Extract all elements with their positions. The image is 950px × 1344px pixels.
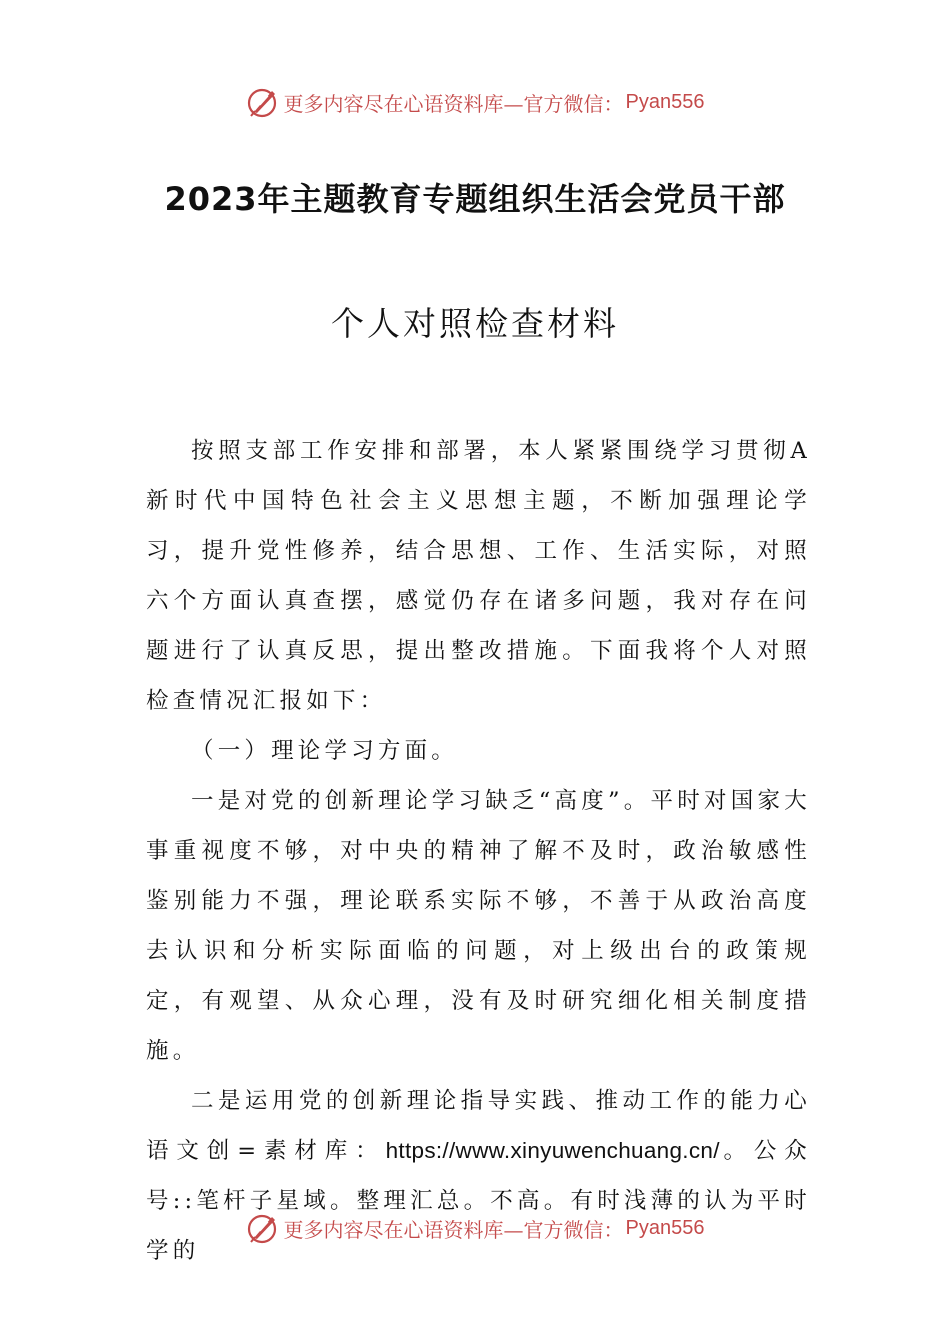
paragraph-point-two-start: 二是运用党的创新理论指导实践、推动工作的能力心语文创=素材库： <box>146 1088 811 1164</box>
watermark-banner-bottom <box>0 1208 950 1248</box>
watermark-banner-top <box>0 82 950 122</box>
watermark-text: 更多内容尽在心语资料库—官方微信： <box>283 91 624 116</box>
feather-pen-logo-icon <box>246 1211 280 1245</box>
source-url-link[interactable]: https://www.xinyuwenchuang.cn/ <box>385 1138 720 1163</box>
document-title-line2: 个人对照检查材料 <box>331 304 619 343</box>
document-title-line1: 2023年主题教育专题组织生活会党员干部 <box>164 180 786 218</box>
watermark-text: 更多内容尽在心语资料库—官方微信： <box>283 1217 624 1242</box>
document-body <box>146 426 811 1276</box>
paragraph-point-one: 一是对党的创新理论学习缺乏“高度”。平时对国家大事重视度不够，对中央的精神了解不及时，政治敏感性鉴别能力不强，理论联系实际不够，不善于从政治高度去认识和分析实际面临的问题，对上级出台的政策规定，有观望、从众心理，没有及时研究细化相关制度措施。 <box>146 788 811 1064</box>
paragraph-point-two-end: 。公众号::笔杆子星域。整理汇总。不高。有时浅薄的认为平时学的 <box>146 1138 811 1264</box>
feather-pen-logo-icon <box>246 85 280 119</box>
paragraph-section-heading: （一）理论学习方面。 <box>191 738 459 764</box>
watermark-wechat-id: Pyan556 <box>625 90 705 113</box>
paragraph-intro: 按照支部工作安排和部署，本人紧紧围绕学习贯彻A新时代中国特色社会主义思想主题，不断加强理论学习，提升党性修养，结合思想、工作、生活实际，对照六个方面认真查摆，感觉仍存在诸多问题，我对存在问题进行了认真反思，提出整改措施。下面我将个人对照检查情况汇报如下： <box>146 438 811 714</box>
watermark-wechat-id: Pyan556 <box>625 1216 705 1239</box>
